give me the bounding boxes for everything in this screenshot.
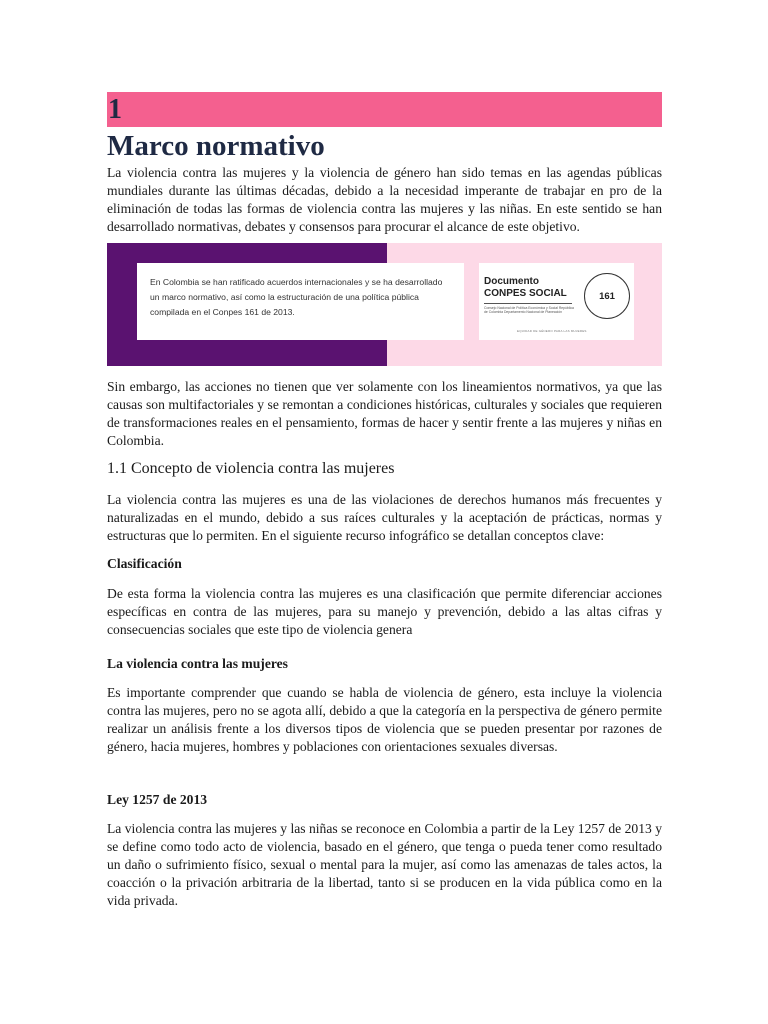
conpes-doc-title: [484, 276, 567, 300]
section-heading-1-1: 1.1 Concepto de violencia contra las mujeres: [107, 460, 395, 477]
section-1-1-paragraph: La violencia contra las mujeres es una de las violaciones de derechos humanos más frecuentes y naturalizadas en el mundo, debido a sus raíces culturales y la aceptación de prácticas, normas y estructuras que lo permiten. En el siguiente recurso infográfico se detallan conceptos clave:: [107, 492, 662, 543]
banner-text-card: [137, 263, 464, 340]
ley-paragraph: La violencia contra las mujeres y las niñas se reconoce en Colombia a partir de la Ley 1257 de 2013 y se define como todo acto de violencia, basado en el género, que tenga o pueda tener como resultado un daño o sufrimiento físico, sexual o mental para la mujer, así como las amenazas de tales actos, la coacción o la privación arbitraria de la libertad, tanto si se producen en la vida pública como en la vida privada.: [107, 821, 662, 908]
conpes-doc-divider: [484, 303, 572, 304]
violencia-heading: La violencia contra las mujeres: [107, 656, 288, 671]
chapter-number: 1: [108, 94, 122, 125]
conpes-number: 161: [599, 290, 615, 302]
conpes-doc-title-line2: CONPES SOCIAL: [484, 288, 567, 299]
conpes-number-circle: [584, 273, 630, 319]
conpes-banner: [107, 243, 662, 366]
ley-heading: Ley 1257 de 2013: [107, 792, 208, 807]
context-paragraph: Sin embargo, las acciones no tienen que ver solamente con los lineamientos normativos, ya que las causas son multifactoriales y se remontan a condiciones históricas, culturales y sociales que requieren de transformaciones reales en el pensamiento, formas de hacer y sentir frente a las mujeres y niñas en Colombia.: [107, 379, 662, 448]
conpes-doc-footer: EQUIDAD DE GÉNERO PARA LAS MUJERES: [517, 329, 587, 333]
conpes-doc-institution: Consejo Nacional de Política Económica y Social República de Colombia Departamento Nacional de Planeación: [484, 306, 574, 315]
conpes-doc-title-line1: Documento: [484, 276, 539, 287]
chapter-bar: [107, 92, 662, 127]
clasificacion-heading: Clasificación: [107, 556, 182, 571]
banner-text: En Colombia se han ratificado acuerdos internacionales y se ha desarrollado un marco normativo, así como la estructuración de una política pública compilada en el Conpes 161 de 2013.: [150, 277, 443, 317]
conpes-document-card: [479, 263, 634, 340]
clasificacion-paragraph: De esta forma la violencia contra las mujeres es una clasificación que permite diferenciar acciones específicas en contra de las mujeres, para su manejo y prevención, debido a las altas cifras y consecuencias sociales que este tipo de violencia genera: [107, 586, 662, 637]
violencia-paragraph: Es importante comprender que cuando se habla de violencia de género, esta incluye la violencia contra las mujeres, pero no se agota allí, debido a que la categoría en la perspectiva de género permite realizar un análisis frente a los diversos tipos de violencia que se pueden presentar por razones de género, hacia mujeres, hombres y poblaciones con orientaciones sexuales diversas.: [107, 685, 662, 754]
chapter-title: Marco normativo: [107, 130, 325, 162]
intro-paragraph: La violencia contra las mujeres y la violencia de género han sido temas en las agendas públicas mundiales durante las últimas décadas, debido a la necesidad imperante de trabajar en pro de la eliminación de todas las formas de violencia contra las mujeres y las niñas. En este sentido se han desarrollado normativas, debates y consensos para procurar el alcance de este objetivo.: [107, 165, 662, 234]
